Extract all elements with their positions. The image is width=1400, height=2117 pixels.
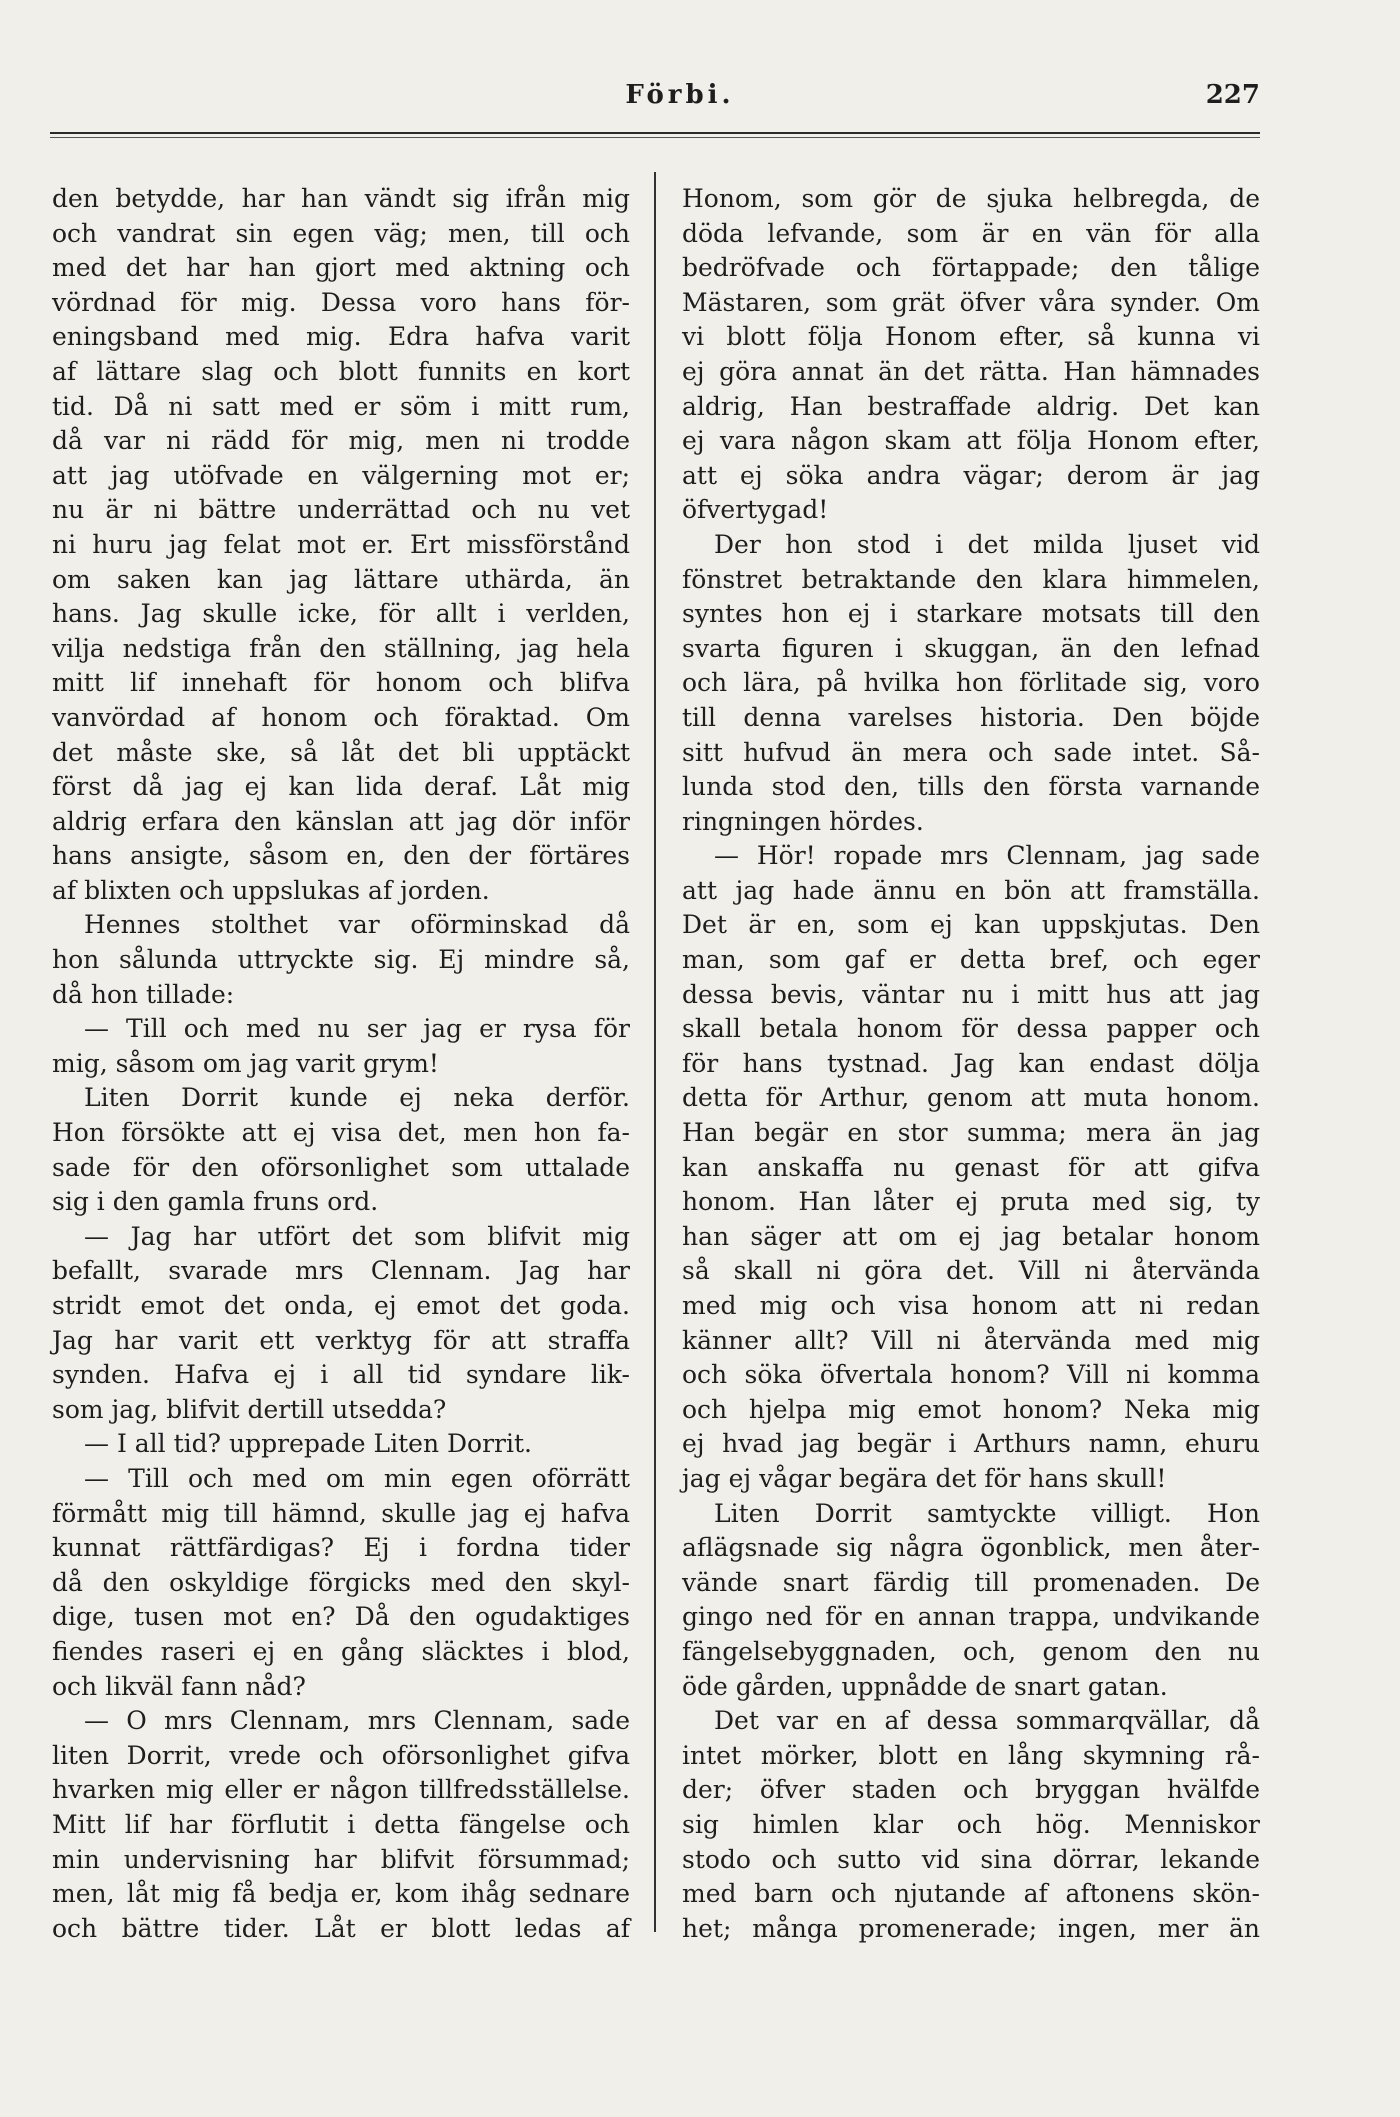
text-line: Hon försökte att ej visa det, men hon fa- <box>52 1118 630 1148</box>
text-line: den betydde, har han vändt sig ifrån mig <box>52 184 630 213</box>
running-title: Förbi. <box>625 80 735 110</box>
text-line: befallt, svarade mrs Clennam. Jag har <box>52 1256 630 1286</box>
text-line: och hjelpa mig emot honom? Neka mig <box>682 1394 1260 1424</box>
text-line: Han begär en stor summa; mera än jag <box>682 1118 1260 1148</box>
text-line: Det var en af dessa sommarqvällar, då <box>714 1706 1260 1736</box>
text-line: fiendes raseri ej en gång släcktes i blod, <box>52 1636 630 1666</box>
text-line: han säger att om ej jag betalar honom <box>682 1221 1260 1251</box>
text-line: hans. Jag skulle icke, för allt i verlden, <box>52 599 630 629</box>
text-line: Mitt lif har förflutit i detta fängelse och <box>52 1809 630 1839</box>
text-line: stridt emot det onda, ej emot det goda. <box>52 1291 630 1320</box>
text-line: Liten Dorrit samtyckte villigt. Hon <box>714 1498 1260 1528</box>
text-line: Hennes stolthet var oförminskad då <box>84 910 630 940</box>
text-line: Jag har varit ett verktyg för att straffa <box>52 1325 630 1355</box>
text-line: för hans tystnad. Jag kan endast dölja <box>682 1048 1260 1078</box>
text-line: öfvertygad! <box>682 495 829 525</box>
text-line: gingo ned för en annan trappa, undvikande <box>682 1602 1260 1632</box>
text-line: till denna varelses historia. Den böjde <box>682 702 1260 732</box>
text-line: då den oskyldige förgicks med den skyl- <box>52 1567 630 1597</box>
text-line: med barn och njutande af aftonens skön- <box>682 1879 1260 1909</box>
text-line: och bättre tider. Låt er blott ledas af <box>52 1913 630 1943</box>
text-line: Honom, som gör de sjuka helbregda, de <box>682 184 1260 213</box>
text-line: nu är ni bättre underrättad och nu vet <box>52 495 630 525</box>
text-line: min undervisning har blifvit försummad; <box>52 1844 630 1874</box>
text-line: ej hvad jag begär i Arthurs namn, ehuru <box>682 1429 1260 1459</box>
text-line: — O mrs Clennam, mrs Clennam, sade <box>84 1706 630 1736</box>
text-line: vilja nedstiga från den ställning, jag hela <box>52 633 630 663</box>
text-line: då hon tillade: <box>52 979 235 1009</box>
text-line: Liten Dorrit kunde ej neka derför. <box>84 1083 630 1113</box>
text-line: — Till och med nu ser jag er rysa för <box>84 1014 630 1044</box>
text-line: att jag hade ännu en bön att framställa. <box>682 875 1260 905</box>
text-line: vände snart färdig till promenaden. De <box>682 1567 1260 1597</box>
text-line: mig, såsom om jag varit grym! <box>52 1048 439 1078</box>
text-line: döda lefvande, som är en vän för alla <box>682 218 1260 248</box>
text-line: vi blott följa Honom efter, så kunna vi <box>682 322 1260 352</box>
right-column <box>682 182 1260 1946</box>
text-line: och vandrat sin egen väg; men, till och <box>52 218 630 248</box>
text-line: svarta figuren i skuggan, än den lefnad <box>682 633 1260 663</box>
text-line: att jag utöfvade en välgerning mot er; <box>52 460 630 490</box>
text-line: fängelsebyggnaden, och, genom den nu <box>682 1636 1260 1666</box>
text-line: att ej söka andra vägar; derom är jag <box>682 460 1260 490</box>
text-line: — I all tid? upprepade Liten Dorrit. <box>84 1429 532 1459</box>
text-line: med mig och visa honom att ni redan <box>682 1291 1260 1320</box>
text-line: ej vara någon skam att följa Honom efter, <box>682 426 1260 456</box>
text-line: dessa bevis, väntar nu i mitt hus att jag <box>682 979 1260 1009</box>
text-line: hans ansigte, såsom en, den der förtäres <box>52 841 630 871</box>
text-line: Mästaren, som grät öfver våra synder. Om <box>682 287 1260 317</box>
text-line: man, som gaf er detta bref, och eger <box>682 945 1260 975</box>
text-line: som jag, blifvit dertill utsedda? <box>52 1394 447 1424</box>
text-line: öde gården, uppnådde de snart gatan. <box>682 1671 1168 1701</box>
text-line: aldrig, Han bestraffade aldrig. Det kan <box>682 391 1260 421</box>
text-line: sitt hufvud än mera och sade intet. Så- <box>682 737 1260 767</box>
text-line: sig himlen klar och hög. Menniskor <box>682 1809 1260 1839</box>
left-column <box>52 182 630 1946</box>
text-line: Der hon stod i det milda ljuset vid <box>714 529 1260 559</box>
text-line: honom. Han låter ej pruta med sig, ty <box>682 1187 1260 1217</box>
text-line: vördnad för mig. Dessa voro hans för- <box>52 287 630 317</box>
text-line: — Jag har utfört det som blifvit mig <box>84 1221 630 1251</box>
text-line: men, låt mig få bedja er, kom ihåg sednare <box>52 1879 630 1909</box>
text-line: Det är en, som ej kan uppskjutas. Den <box>682 910 1260 940</box>
header-rule <box>50 132 1260 138</box>
text-line: ringningen hördes. <box>682 806 924 836</box>
text-line: syntes hon ej i starkare motsats till den <box>682 599 1260 629</box>
text-line: kan anskaffa nu genast för att gifva <box>682 1152 1260 1182</box>
running-head <box>0 80 1400 130</box>
text-line: jag ej vågar begära det för hans skull! <box>682 1463 1167 1493</box>
text-line: hon sålunda uttryckte sig. Ej mindre så, <box>52 945 630 975</box>
text-line: fönstret betraktande den klara himmelen, <box>682 564 1260 594</box>
text-line: af blixten och uppslukas af jorden. <box>52 875 490 905</box>
text-line: aflägsnade sig några ögonblick, men åter- <box>682 1533 1260 1563</box>
text-line: hvarken mig eller er någon tillfredsställelse. <box>52 1775 630 1805</box>
text-line: och lära, på hvilka hon förlitade sig, voro <box>682 668 1260 698</box>
text-line: der; öfver staden och bryggan hvälfde <box>682 1775 1260 1805</box>
text-line: då var ni rädd för mig, men ni trodde <box>52 426 630 456</box>
text-line: eningsband med mig. Edra hafva varit <box>52 322 630 352</box>
text-line: sig i den gamla fruns ord. <box>52 1187 379 1217</box>
text-line: — Till och med om min egen oförrätt <box>84 1463 630 1493</box>
text-line: liten Dorrit, vrede och oförsonlighet gifva <box>52 1740 630 1770</box>
text-line: het; många promenerade; ingen, mer än <box>682 1913 1260 1943</box>
text-line: och söka öfvertala honom? Vill ni komma <box>682 1360 1260 1390</box>
text-line: lunda stod den, tills den första varnande <box>682 772 1260 802</box>
text-line: detta för Arthur, genom att muta honom. <box>682 1083 1260 1113</box>
text-line: — Hör! ropade mrs Clennam, jag sade <box>714 841 1260 871</box>
text-line: med det har han gjort med aktning och <box>52 253 630 283</box>
text-line: tid. Då ni satt med er söm i mitt rum, <box>52 391 630 421</box>
text-line: om saken kan jag lättare uthärda, än <box>52 564 630 594</box>
text-line: ej göra annat än det rätta. Han hämnades <box>682 356 1260 386</box>
text-line: känner allt? Vill ni återvända med mig <box>682 1325 1260 1355</box>
text-line: vanvördad af honom och föraktad. Om <box>52 702 630 732</box>
text-line: aldrig erfara den känslan att jag dör inför <box>52 806 630 836</box>
text-line: först då jag ej kan lida deraf. Låt mig <box>52 772 630 802</box>
text-line: intet mörker, blott en lång skymning rå- <box>682 1740 1260 1770</box>
text-line: och likväl fann nåd? <box>52 1671 306 1701</box>
text-line: mitt lif innehaft för honom och blifva <box>52 668 630 698</box>
text-line: kunnat rättfärdigas? Ej i fordna tider <box>52 1533 630 1563</box>
text-line: bedröfvade och förtappade; den tålige <box>682 253 1260 283</box>
column-divider <box>654 172 656 1932</box>
text-line: dige, tusen mot en? Då den ogudaktiges <box>52 1602 630 1632</box>
text-line: skall betala honom för dessa papper och <box>682 1014 1260 1044</box>
text-line: förmått mig till hämnd, skulle jag ej hafva <box>52 1498 630 1528</box>
page-number: 227 <box>1205 80 1260 110</box>
text-line: af lättare slag och blott funnits en kort <box>52 356 630 386</box>
text-line: så skall ni göra det. Vill ni återvända <box>682 1256 1260 1286</box>
text-line: det måste ske, så låt det bli upptäckt <box>52 737 630 767</box>
text-line: stodo och sutto vid sina dörrar, lekande <box>682 1844 1260 1874</box>
text-line: synden. Hafva ej i all tid syndare lik- <box>52 1360 630 1390</box>
text-line: ni huru jag felat mot er. Ert missförstånd <box>52 529 630 559</box>
text-line: sade för den oförsonlighet som uttalade <box>52 1152 630 1182</box>
